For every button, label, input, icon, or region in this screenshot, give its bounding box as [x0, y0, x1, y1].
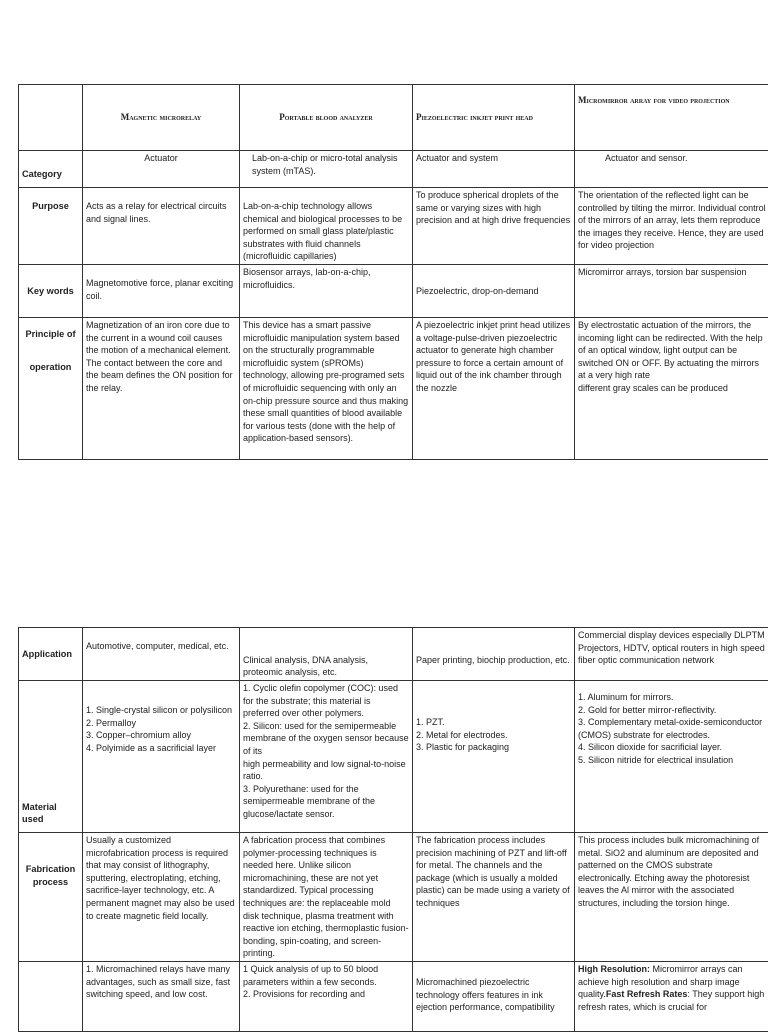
row-label-purpose: Purpose [19, 188, 83, 265]
principle-micromirror: By electrostatic actuation of the mirrors, the incoming light can be redirected. With the help of an optical window, light output can be switched ON or OFF. By actuating the mirrors at a very high rate different gray scales can be produced [575, 317, 768, 459]
advantages-fast-refresh-label: Fast Refresh Rates [606, 989, 688, 999]
category-micromirror: Actuator and sensor. [575, 151, 768, 188]
row-label-fabrication-process: Fabrication process [19, 833, 83, 962]
application-magnetic: Automotive, computer, medical, etc. [83, 628, 240, 681]
category-blood: Lab-on-a-chip or micro-total analysis system (mTAS). [240, 151, 413, 188]
purpose-piezo: To produce spherical droplets of the same or varying sizes with high precision and at high drive frequencies [413, 188, 575, 265]
principle-piezo: A piezoelectric inkjet print head utilizes a voltage-pulse-driven piezoelectric actuator to generate high chamber pressure to force a certain amount of liquid out of the ink chamber through the nozzle [413, 317, 575, 459]
keywords-blood: Biosensor arrays, lab-on-a-chip, microfluidics. [240, 264, 413, 317]
fabrication-piezo: The fabrication process includes precision machining of PZT and lift-off for metal. The channels and the package (which is usually a molded plastic) can be made using a variety of techniques [413, 833, 575, 962]
fabrication-blood: A fabrication process that combines polymer-processing techniques is needed here. Unlike silicon micromachining, these are not yet standardized. Typical processing techniques are: the replaceable mold disk technique, plasma treatment with reactive ion etching, thermoplastic fusion-bonding, spin-coating, and screen-printing. [240, 833, 413, 962]
category-row [19, 151, 768, 188]
advantages-high-resolution-label: High Resolution: [578, 964, 650, 974]
application-piezo: Paper printing, biochip production, etc. [413, 628, 575, 681]
header-piezoelectric-inkjet: Piezoelectric inkjet print head [413, 85, 575, 151]
row-label-material-used: Material used [19, 681, 83, 833]
principle-blood: This device has a smart passive microfluidic manipulation system based on the structurally programmable microfluidic system (sPROMs) technology, allowing pre-programed sets of microfluidic sequencing with only an on-chip pressure source and thus making these small quantities of blood available for various tests (done with the help of application-based sensors). [240, 317, 413, 459]
principle-row [19, 317, 768, 459]
material-blood: 1. Cyclic olefin copolymer (COC): used for the substrate; this material is preferred over other polymers. 2. Silicon: used for the semipermeable membrane of the oxygen sensor because of its high permeability and low signal-to-noise ratio. 3. Polyurethane: used for the semipermeable membrane of the glucose/lactate sensor. [240, 681, 413, 833]
application-micromirror: Commercial display devices especially DLPTM Projectors, HDTV, optical routers in high speed fiber optic communication network [575, 628, 768, 681]
row-label-advantages-empty [19, 961, 83, 1031]
row-label-application: Application [19, 628, 83, 681]
keywords-magnetic: Magnetomotive force, planar exciting coil. [83, 264, 240, 317]
category-magnetic: Actuator [83, 151, 240, 188]
material-magnetic: 1. Single-crystal silicon or polysilicon 2. Permalloy 3. Copper–chromium alloy 4. Polyimide as a sacrificial layer [83, 681, 240, 833]
header-micromirror-array: Micromirror array for video projection [575, 85, 768, 151]
header-magnetic-microrelay: Magnetic microrelay [83, 85, 240, 151]
header-row [19, 85, 768, 151]
material-piezo: 1. PZT. 2. Metal for electrodes. 3. Plastic for packaging [413, 681, 575, 833]
material-row [19, 681, 768, 833]
principle-label-line1: Principle of [25, 329, 75, 339]
row-label-principle-of-operation [19, 317, 83, 459]
advantages-fast-refresh-text: : They support high refresh rates, which is crucial for [578, 989, 764, 1012]
advantages-blood-point2: 2. Provisions for recording and [243, 989, 365, 999]
principle-magnetic: Magnetization of an iron core due to the current in a wound coil causes the motion of a mechanical element. The contact between the core and the beam defines the ON position for the relay. [83, 317, 240, 459]
advantages-piezo: Micromachined piezoelectric technology offers features in ink ejection performance, compatibility [413, 961, 575, 1031]
material-micromirror: 1. Aluminum for mirrors. 2. Gold for better mirror-reflectivity. 3. Complementary metal-oxide-semiconductor (CMOS) substrate for electrodes. 4. Silicon dioxide for sacrificial layer. 5. Silicon nitride for electrical insulation [575, 681, 768, 833]
keywords-piezo: Piezoelectric, drop-on-demand [413, 264, 575, 317]
fabrication-magnetic: Usually a customized microfabrication process is required that may consist of lithography, sputtering, electroplating, etching, sacrifice-layer technology, etc. A permanent magnet may also be used to create magnetic field locally. [83, 833, 240, 962]
advantages-micromirror [575, 961, 768, 1031]
comparison-table-bottom [18, 627, 768, 1032]
advantages-blood [240, 961, 413, 1031]
fabrication-row [19, 833, 768, 962]
application-row [19, 628, 768, 681]
row-label-category: Category [19, 151, 83, 188]
advantages-high-resolution-text: Micromirror arrays can achieve high resolution and sharp image quality. [578, 964, 743, 999]
purpose-row [19, 188, 768, 265]
application-blood: Clinical analysis, DNA analysis, proteomic analysis, etc. [240, 628, 413, 681]
purpose-blood: Lab-on-a-chip technology allows chemical and biological processes to be performed on small glass plate/plastic substrates with fluid channels (microfluidic capillaries) [240, 188, 413, 265]
fabrication-micromirror: This process includes bulk micromachining of metal. SiO2 and aluminum are deposited and patterned on the CMOS substrate electronically. Etching away the photoresist leaves the Al mirror with the associated structures, including the torsion hinge. [575, 833, 768, 962]
comparison-table-top [18, 84, 768, 460]
keywords-micromirror: Micromirror arrays, torsion bar suspension [575, 264, 768, 317]
category-piezo: Actuator and system [413, 151, 575, 188]
advantages-row [19, 961, 768, 1031]
advantages-magnetic: 1. Micromachined relays have many advantages, such as small size, fast switching speed, and low cost. [83, 961, 240, 1031]
purpose-micromirror: The orientation of the reflected light can be controlled by tilting the mirror. Individual control of the mirrors of an array, lets them reproduce the images they receive. Hence, they are used for video projection [575, 188, 768, 265]
purpose-magnetic: Acts as a relay for electrical circuits and signal lines. [83, 188, 240, 265]
row-label-key-words: Key words [19, 264, 83, 317]
advantages-blood-point1: 1 Quick analysis of up to 50 blood parameters within a few seconds. [243, 964, 378, 987]
principle-label-line2: operation [30, 362, 72, 372]
empty-corner-cell [19, 85, 83, 151]
header-portable-blood-analyzer: Portable blood analyzer [240, 85, 413, 151]
keywords-row [19, 264, 768, 317]
